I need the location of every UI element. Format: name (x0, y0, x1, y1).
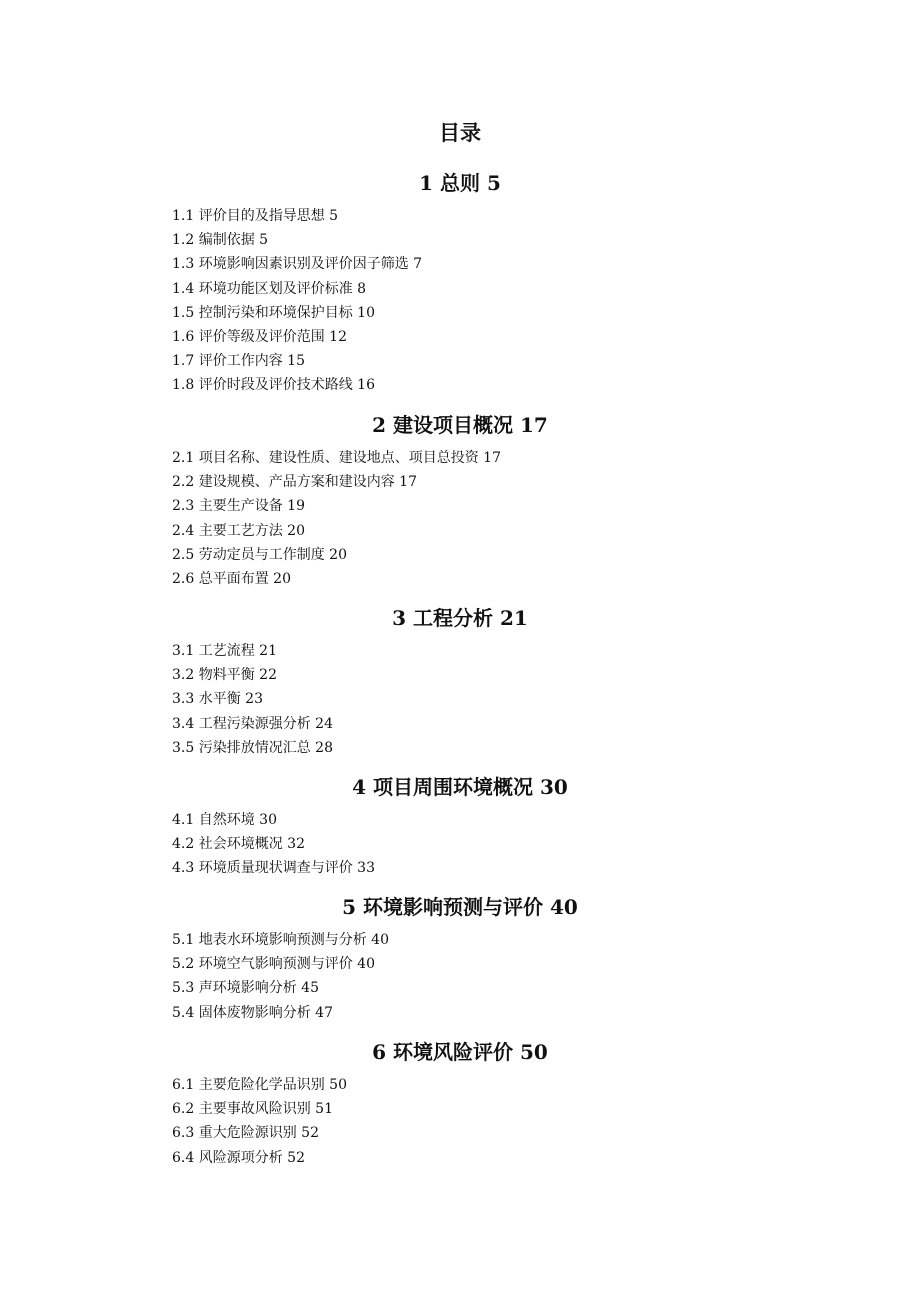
toc-entry[interactable]: 2.1 项目名称、建设性质、建设地点、项目总投资 17 (172, 450, 501, 466)
toc-entry[interactable]: 4.3 环境质量现状调查与评价 33 (172, 860, 375, 877)
toc-entry[interactable]: 3.4 工程污染源强分析 24 (172, 715, 333, 732)
chapter-heading[interactable]: 1 总则 5 (419, 171, 501, 195)
toc-entry[interactable]: 5.2 环境空气影响预测与评价 40 (172, 956, 375, 973)
chapter-3 (0, 603, 920, 760)
toc-entry[interactable]: 3.1 工艺流程 21 (172, 643, 277, 659)
chapter-heading[interactable]: 2 建设项目概况 17 (372, 413, 548, 437)
toc-title: 目录 (439, 120, 481, 145)
section-list (0, 446, 920, 591)
toc-entry[interactable]: 2.6 总平面布置 20 (172, 570, 291, 587)
toc-entry[interactable]: 6.3 重大危险源识别 52 (172, 1125, 319, 1142)
toc-entry[interactable]: 1.2 编制依据 5 (172, 232, 269, 249)
chapter-heading[interactable]: 4 项目周围环境概况 30 (352, 775, 568, 799)
chapter-2 (0, 410, 920, 591)
toc-entry[interactable]: 5.3 声环境影响分析 45 (172, 980, 319, 997)
toc-entry[interactable]: 1.1 评价目的及指导思想 5 (172, 208, 339, 224)
toc-entry[interactable]: 1.6 评价等级及评价范围 12 (172, 328, 347, 345)
toc-entry[interactable]: 1.8 评价时段及评价技术路线 16 (172, 377, 375, 394)
toc-entry[interactable]: 4.1 自然环境 30 (172, 812, 277, 828)
toc-entry[interactable]: 2.5 劳动定员与工作制度 20 (172, 546, 347, 563)
toc-entry[interactable]: 1.4 环境功能区划及评价标准 8 (172, 280, 367, 297)
toc-entry[interactable]: 3.3 水平衡 23 (172, 691, 263, 708)
toc-entry[interactable]: 4.2 社会环境概况 32 (172, 836, 305, 853)
chapter-4 (0, 772, 920, 881)
chapter-5 (0, 892, 920, 1025)
section-list (0, 639, 920, 760)
toc-entry[interactable]: 2.4 主要工艺方法 20 (172, 522, 305, 539)
toc-entry[interactable]: 2.2 建设规模、产品方案和建设内容 17 (172, 474, 417, 491)
toc-entry[interactable]: 6.1 主要危险化学品识别 50 (172, 1077, 347, 1093)
chapter-heading[interactable]: 3 工程分析 21 (392, 606, 528, 630)
toc-entry[interactable]: 1.5 控制污染和环境保护目标 10 (172, 304, 375, 321)
toc-entry[interactable]: 6.4 风险源项分析 52 (172, 1149, 305, 1166)
toc-entry[interactable]: 2.3 主要生产设备 19 (172, 498, 305, 515)
chapter-heading[interactable]: 6 环境风险评价 50 (372, 1040, 548, 1064)
toc-entry[interactable]: 1.3 环境影响因素识别及评价因子筛选 7 (172, 256, 423, 273)
toc-entry[interactable]: 3.5 污染排放情况汇总 28 (172, 739, 333, 756)
chapter-6 (0, 1037, 920, 1170)
toc-entry[interactable]: 3.2 物料平衡 22 (172, 667, 277, 684)
chapter-1 (0, 168, 920, 398)
toc-entry[interactable]: 1.7 评价工作内容 15 (172, 353, 305, 370)
section-list (0, 928, 920, 1025)
section-list (0, 808, 920, 881)
chapter-heading[interactable]: 5 环境影响预测与评价 40 (342, 895, 578, 919)
toc-entry[interactable]: 6.2 主要事故风险识别 51 (172, 1101, 333, 1118)
section-list (0, 1073, 920, 1170)
toc-entry[interactable]: 5.4 固体废物影响分析 47 (172, 1004, 333, 1021)
toc-entry[interactable]: 5.1 地表水环境影响预测与分析 40 (172, 932, 389, 948)
section-list (0, 204, 920, 398)
